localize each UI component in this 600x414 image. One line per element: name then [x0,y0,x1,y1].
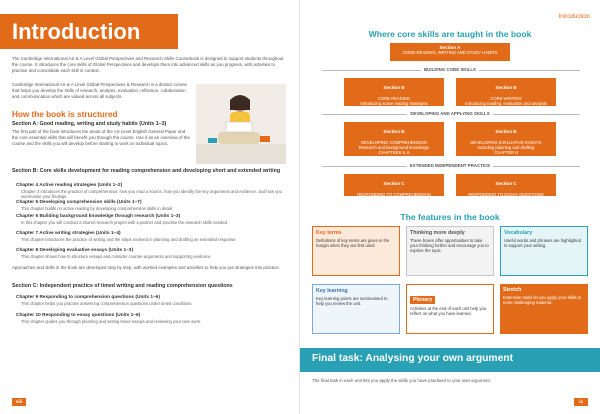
intro-paragraph-1: The Cambridge International AS & A Level Global Perspectives and Research Skills Coursebook is designed to support students throughout the course. It introduces the core skills of Global Perspectives and develops them into advanced skills as you progress, with activities to practise and consolidate each skill in context. [12,56,284,73]
feature-title: Key terms [316,230,342,236]
box-title: Section C [495,181,517,187]
page-number: viii [12,398,26,406]
feature-key-learning [312,284,400,334]
student-photo [196,84,286,164]
feature-vocabulary [500,226,588,276]
diagram-title: Where core skills are taught in the book [368,29,532,39]
box-text: CORE WRITING Introducing reading, evaluation and analysis CHAPTER 7 [465,95,547,112]
box-text: GOOD READING, WRITING AND STUDY HABITS [402,50,498,56]
feature-desc: Activities at the end of each unit help you reflect on what you have learned. [410,306,487,317]
band-text: BUILDING CORE SKILLS [421,67,479,72]
chapter-title: Chapter 6 Building background knowledge through research (Units 1–3) [16,214,181,219]
final-task-title: Final task: Analysing your own argument [312,353,514,364]
feature-desc: Extension tasks let you apply your skills to more challenging material. [503,295,582,306]
chapter-title: Chapter 9 Responding to comprehension questions (Units 1–6) [16,295,160,300]
chapter-item [16,231,288,242]
chapter-title: Chapter 5 Developing comprehension skills (Units 1–7) [16,200,142,205]
chapter-item [16,313,288,324]
diagram-box [344,174,444,208]
feature-title: Stretch [503,287,522,293]
box-title: Section C [383,181,405,187]
chapter-title: Chapter 8 Developing evaluative essays (Units 1–3) [16,248,134,253]
diagram-box [344,122,444,156]
chapter-title: Chapter 7 Active writing strategies (Units 1–4) [16,231,121,236]
box-text: DEVELOPING COMPREHENSION Research and background knowledge CHAPTERS 5, 6 [358,139,430,156]
band-text: DEVELOPING AND APPLYING SKILLS [407,111,492,116]
section-a-box [390,43,510,61]
chapter-desc: This chapter introduces the practice of writing and the steps involved in planning and drafting an extended response. [21,237,237,242]
section-c-heading: Section C: Independent practice of timed writing and reading comprehension questions [12,283,233,289]
section-b-heading: Section B: Core skills development for reading comprehension and developing short and extended writing [12,168,281,174]
chapter-title: Chapter 10 Responding to essay questions (Units 1–6) [16,313,141,318]
band-text: EXTENDED INDEPENDENT PRACTICE [407,163,493,168]
feature-thinking-deeply [406,226,494,276]
feature-title: Plenary [410,296,435,304]
chapter-item [16,295,288,306]
intro-paragraph-2: Cambridge International AS & A Level Global Perspectives & Research is a distinct course that helps you develop the skills of research, analysis, evaluation, reflection, collaboration and communication which are valued across all subjects. [12,82,187,99]
final-task-text: The final task in each unit lets you apply the skills you have practised to your own argument. [312,378,491,383]
chapter-desc: In this chapter you will conduct a shared research project with a partner and practise the research skills needed. [21,220,229,225]
feature-desc: These boxes offer opportunities to take your thinking further and encourage you to explore the topic. [410,238,489,254]
feature-stretch [500,284,588,334]
box-title: Section A [439,45,461,50]
chapter-item [16,183,288,199]
diagram-box [456,122,556,156]
feature-key-terms [312,226,400,276]
title-banner [0,14,178,49]
box-title: Section B [495,129,517,135]
feature-title: Vocabulary [504,230,533,236]
chapter-item [16,200,288,211]
student-reading-illustration [196,84,286,164]
box-text: DEVELOPING EVALUATIVE ESSAYS Including planning and drafting CHAPTER 8 [470,139,542,156]
chapter-item [16,248,288,259]
feature-plenary [406,284,494,334]
chapter-desc: This chapter builds on active reading by developing comprehension skills in detail. [21,206,173,211]
running-head: Introduction [558,14,590,20]
features-title: The features in the book [400,212,500,222]
box-text: CORE READING Introducing active reading strategies CHAPTER 4 [360,95,428,112]
box-title: Section B [495,85,517,91]
feature-title: Thinking more deeply [410,230,465,236]
final-task-banner [300,348,600,372]
chapter-desc: This chapter shows how to structure essays and consider counter-arguments and supporting evidence. [21,254,212,259]
right-page [300,0,600,414]
chapter-title: Chapter 4 Active reading strategies (Units 1–2) [16,183,123,188]
chapter-desc: This chapter guides you through planning and writing timed essays and reviewing your own work. [21,319,202,324]
chapter-desc: Chapter 4 introduces the practice of comprehension: how you read a source, how you identify the key arguments and evidence, and how you summarise your findings. [21,189,282,200]
band-label-developing [300,111,600,116]
band-label-extended [300,163,600,168]
chapter-desc: This chapter helps you practise answering comprehension questions under timed conditions. [21,301,193,306]
feature-desc: Key learning points are summarised to help you review the unit. [316,296,388,307]
box-title: Section B [383,129,405,135]
box-title: Section B [383,85,405,91]
band-label-building [300,67,600,72]
section-b-note: Approaches and skills in the book are developed step by step, with worked examples and activities to help you put strategies into practice. [12,265,280,270]
page-number: ix [574,398,588,406]
diagram-box [456,174,556,202]
page-title: Introduction [12,19,141,44]
box-text: RESPONDING TO ESSAY QUESTIONS CHAPTER 10 [468,191,544,202]
how-structured-heading: How the book is structured [12,110,118,119]
section-a-heading: Section A: Good reading, writing and study habits (Units 1–3) [12,121,167,127]
chapter-item [16,214,288,225]
diagram-box [344,78,444,112]
diagram-box [456,78,556,112]
feature-title: Key learning [316,288,348,294]
feature-desc: Useful words and phrases are highlighted to support your writing. [504,238,582,249]
feature-desc: Definitions of key terms are given in the margin when they are first used. [316,238,390,249]
section-a-text: The first part of the book introduces the areas of the AS Level English General Paper and the core essential skills that will benefit you through the course. Use it as an overview of the course and the skills you will develop before starting to work on individual topics. [12,129,190,146]
box-text: RESPONDING TO COMPREHENSION QUESTIONS CHAPTER 9 [357,191,431,208]
